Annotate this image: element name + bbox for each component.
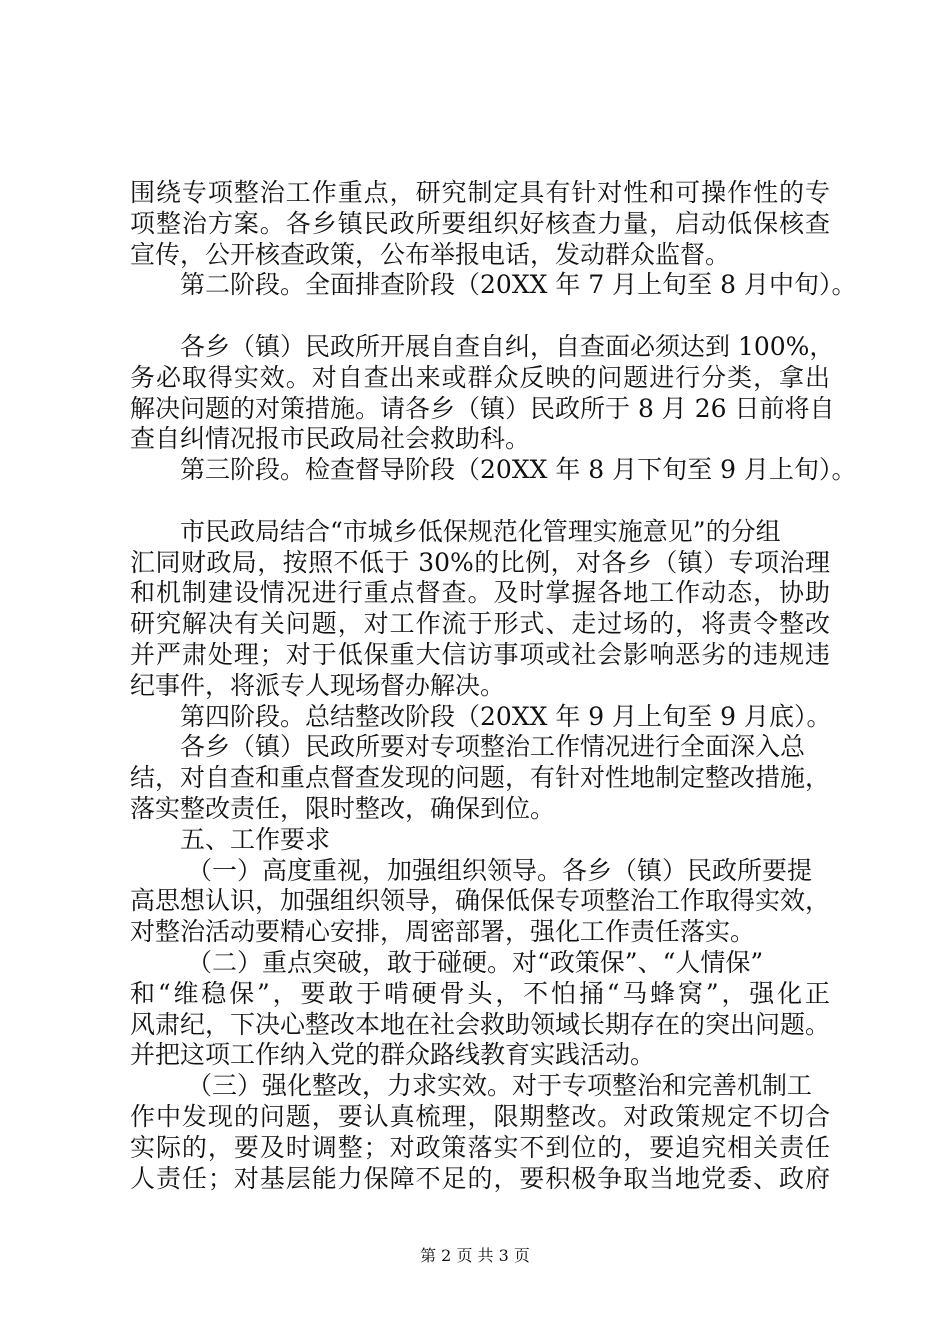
body-text [130,178,857,1194]
stage-heading: 第四阶段。总结整改阶段（20XX 年 9 月上旬至 9 月底）。 [180,701,832,731]
text-line: 作中发现的问题，要认真梳理，限期整改。对政策规定不切合 [130,1101,830,1131]
text-line: 研究解决有关问题，对工作流于形式、走过场的，将责令整改 [130,609,830,639]
text-line: 各乡（镇）民政所要对专项整治工作情况进行全面深入总 [180,732,806,762]
text-line: 各乡（镇）民政所开展自查自纠，自查面必须达到 100%， [180,331,835,361]
section-heading: 五、工作要求 [180,824,331,854]
text-line: 对整治活动要精心安排，周密部署，强化工作责任落实。 [130,917,756,947]
text-line: 解决问题的对策措施。请各乡（镇）民政所于 8 月 26 日前将自 [130,393,835,423]
text-line: 并严肃处理；对于低保重大信访事项或社会影响恶劣的违规违 [130,639,830,669]
text-line: 和机制建设情况进行重点督查。及时掌握各地工作动态，协助 [130,578,830,608]
text-line: 汇同财政局，按照不低于 30%的比例，对各乡（镇）专项治理 [130,547,830,577]
stage-heading: 第二阶段。全面排查阶段（20XX 年 7 月上旬至 8 月中旬）。 [180,270,857,300]
text-line: （二）重点突破，敢于碰硬。对“政策保”、“人情保” [187,947,764,977]
text-line: 实际的，要及时调整；对政策落实不到位的，要追究相关责任 [130,1132,830,1162]
text-line: 和“维稳保”，要敢于啃硬骨头，不怕捅“马蜂窝”，强化正 [130,978,830,1008]
text-line: 落实整改责任，限时整改，确保到位。 [130,793,556,823]
text-line: 人责任；对基层能力保障不足的，要积极争取当地党委、政府 [130,1163,830,1193]
text-line: 高思想认识，加强组织领导，确保低保专项整治工作取得实效， [130,886,831,916]
text-line: 查自纠情况报市民政局社会救助科。 [130,424,531,454]
text-line: 并把这项工作纳入党的群众路线教育实践活动。 [130,1040,656,1070]
text-line: 务必取得实效。对自查出来或群众反映的问题进行分类，拿出 [130,362,830,392]
text-line: （一）高度重视，加强组织领导。各乡（镇）民政所要提 [187,855,813,885]
stage-heading: 第三阶段。检查督导阶段（20XX 年 8 月下旬至 9 月上旬）。 [180,455,857,485]
text-line: 结，对自查和重点督查发现的问题，有针对性地制定整改措施， [130,763,831,793]
page-footer: 第 2 页 共 3 页 [420,1246,530,1265]
text-line: 宣传，公开核查政策，公布举报电话，发动群众监督。 [130,239,731,269]
text-line: （三）强化整改，力求实效。对于专项整治和完善机制工 [187,1071,813,1101]
text-line: 纪事件，将派专人现场督办解决。 [130,670,506,700]
blank-line [130,486,830,517]
text-line: 围绕专项整治工作重点，研究制定具有针对性和可操作性的专 [130,178,830,207]
blank-line [130,301,830,332]
text-line: 市民政局结合“市城乡低保规范化管理实施意见”的分组 [180,516,781,546]
text-line: 项整治方案。各乡镇民政所要组织好核查力量，启动低保核查 [130,208,830,238]
text-line: 风肃纪，下决心整改本地在社会救助领域长期存在的突出问题。 [130,1009,831,1039]
